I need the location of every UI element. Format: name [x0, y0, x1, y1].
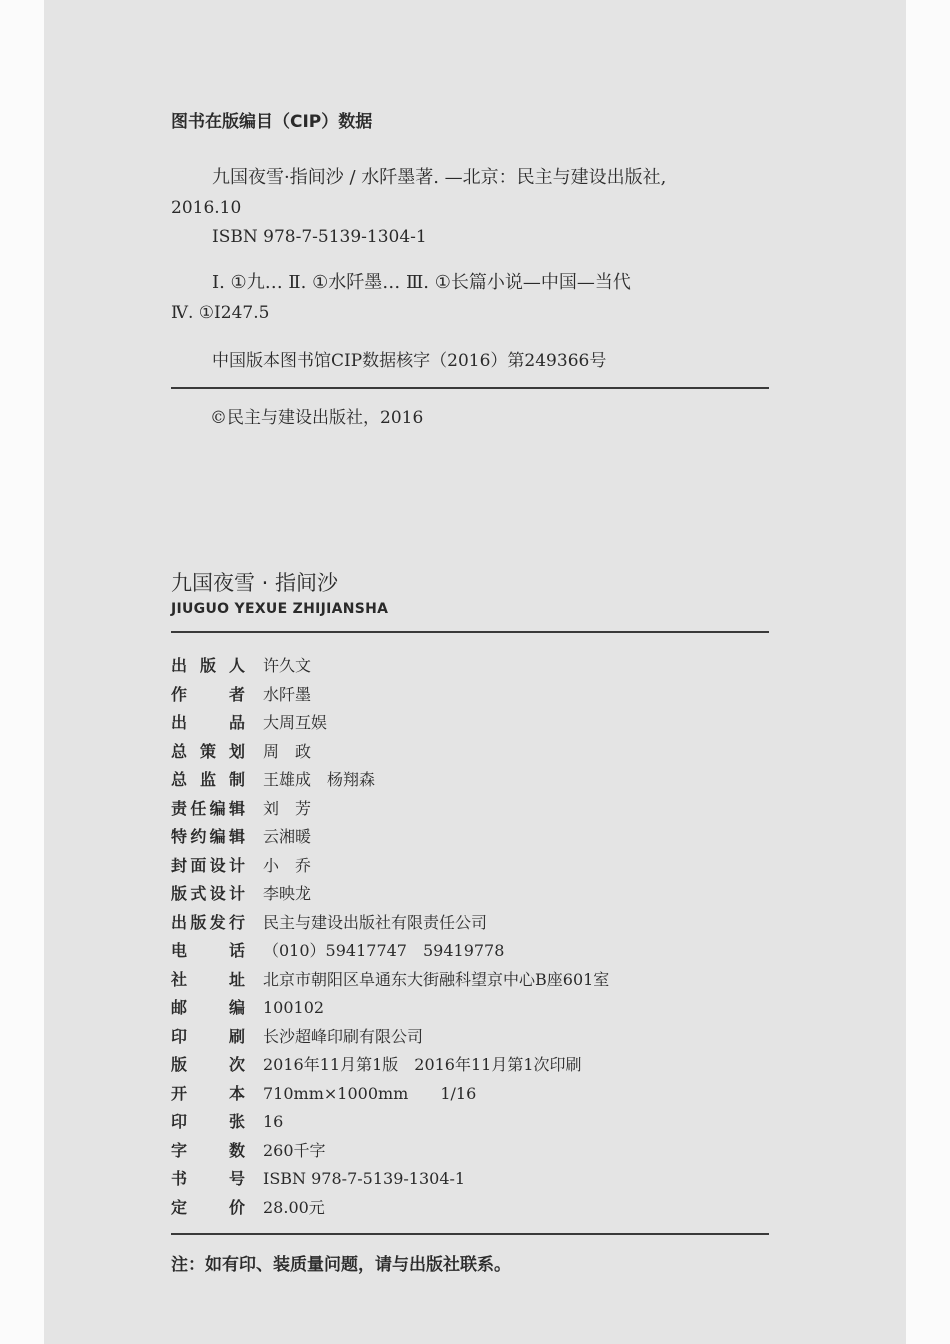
info-label-char: 印	[171, 1027, 188, 1046]
info-label	[171, 1084, 245, 1104]
info-label-char: 设	[209, 884, 226, 903]
info-label-char: 人	[228, 656, 245, 675]
info-label	[171, 1198, 245, 1218]
info-label-char: 发	[209, 913, 226, 932]
cip-record-number: 中国版本图书馆CIP数据核字（2016）第249366号	[212, 351, 607, 371]
info-label-char: 封	[171, 856, 188, 875]
cip-entry-line2: 2016.10	[171, 198, 242, 218]
info-label-char: 策	[199, 742, 216, 761]
info-label	[171, 827, 245, 847]
info-label-char: 邮	[171, 998, 188, 1017]
info-value: 云湘暖	[263, 827, 312, 846]
info-value: （010）59417747 59419778	[263, 941, 505, 960]
book-title: 九国夜雪 · 指间沙	[171, 571, 339, 595]
info-label-char: 号	[228, 1169, 245, 1188]
info-label-char: 版	[190, 913, 207, 932]
info-label-char: 者	[228, 685, 245, 704]
info-label-char: 行	[228, 913, 245, 932]
info-label	[171, 1112, 245, 1132]
info-label-char: 出	[171, 656, 188, 675]
info-label-char: 编	[209, 799, 226, 818]
info-value: 北京市朝阳区阜通东大街融科望京中心B座601室	[263, 970, 610, 989]
info-label-char: 品	[228, 713, 245, 732]
info-label-char: 总	[171, 770, 188, 789]
info-label-char: 总	[171, 742, 188, 761]
copyright-line: ©民主与建设出版社，2016	[210, 408, 424, 428]
info-label	[171, 713, 245, 733]
info-value: 16	[263, 1112, 284, 1131]
info-value: 王雄成 杨翔森	[263, 770, 376, 789]
info-label	[171, 998, 245, 1018]
info-label	[171, 1027, 245, 1047]
info-label	[171, 884, 245, 904]
info-label-char: 版	[199, 656, 216, 675]
book-title-pinyin: JIUGUO YEXUE ZHIJIANSHA	[171, 601, 389, 617]
divider	[171, 387, 769, 389]
info-label-char: 本	[228, 1084, 245, 1103]
info-value: 小 乔	[263, 856, 312, 875]
info-label-char: 制	[228, 770, 245, 789]
info-value: 周 政	[263, 742, 312, 761]
info-label	[171, 770, 245, 790]
info-label-char: 设	[209, 856, 226, 875]
info-label	[171, 1169, 245, 1189]
info-label-char: 编	[228, 998, 245, 1017]
info-label-char: 字	[171, 1141, 188, 1160]
info-label	[171, 685, 245, 705]
info-label-char: 作	[171, 685, 188, 704]
info-label-char: 书	[171, 1169, 188, 1188]
info-label	[171, 970, 245, 990]
info-label-char: 数	[228, 1141, 245, 1160]
info-label-char: 版	[171, 1055, 188, 1074]
info-label-char: 辑	[228, 799, 245, 818]
info-label-char: 约	[190, 827, 207, 846]
info-label-char: 辑	[228, 827, 245, 846]
divider	[171, 1233, 769, 1235]
info-value: 2016年11月第1版 2016年11月第1次印刷	[263, 1055, 582, 1074]
info-label	[171, 1055, 245, 1075]
info-value: ISBN 978-7-5139-1304-1	[263, 1169, 466, 1188]
info-label-char: 定	[171, 1198, 188, 1217]
info-label	[171, 856, 245, 876]
info-label-char: 开	[171, 1084, 188, 1103]
info-label-char: 式	[190, 884, 207, 903]
info-label-char: 印	[171, 1112, 188, 1131]
scan-left-margin	[0, 0, 44, 1344]
info-value: 100102	[263, 998, 325, 1017]
info-value: 28.00元	[263, 1198, 325, 1217]
info-label-char: 划	[228, 742, 245, 761]
cip-heading: 图书在版编目（CIP）数据	[171, 112, 373, 132]
info-label-char: 刷	[228, 1027, 245, 1046]
info-value: 李映龙	[263, 884, 312, 903]
info-value: 长沙超峰印刷有限公司	[263, 1027, 424, 1046]
info-value: 刘 芳	[263, 799, 312, 818]
info-label-char: 社	[171, 970, 188, 989]
info-label-char: 出	[171, 713, 188, 732]
info-label-char: 面	[190, 856, 207, 875]
info-label-char: 责	[171, 799, 188, 818]
info-label-char: 计	[228, 884, 245, 903]
cip-isbn: ISBN 978-7-5139-1304-1	[212, 227, 427, 247]
info-value: 水阡墨	[263, 685, 312, 704]
info-label-char: 特	[171, 827, 188, 846]
info-label-char: 监	[199, 770, 216, 789]
info-label-char: 价	[228, 1198, 245, 1217]
info-label	[171, 913, 245, 933]
info-label-char: 任	[190, 799, 207, 818]
info-value: 710mm×1000mm 1/16	[263, 1084, 477, 1103]
info-label-char: 电	[171, 941, 188, 960]
info-value: 260千字	[263, 1141, 326, 1160]
info-label	[171, 656, 245, 676]
info-label-char: 话	[228, 941, 245, 960]
info-value: 许久文	[263, 656, 312, 675]
cip-entry-line1: 九国夜雪·指间沙 / 水阡墨著. —北京：民主与建设出版社,	[212, 167, 667, 188]
cip-subject-line2: Ⅳ. ①I247.5	[171, 303, 270, 323]
divider	[171, 631, 769, 633]
scan-right-margin	[906, 0, 950, 1344]
info-label-char: 出	[171, 913, 188, 932]
info-label-char: 次	[228, 1055, 245, 1074]
info-label-char: 址	[228, 970, 245, 989]
info-label	[171, 1141, 245, 1161]
info-value: 民主与建设出版社有限责任公司	[263, 913, 488, 932]
info-label-char: 张	[228, 1112, 245, 1131]
info-label	[171, 742, 245, 762]
cip-subject-line1: Ⅰ. ①九… Ⅱ. ①水阡墨… Ⅲ. ①长篇小说—中国—当代	[212, 272, 631, 293]
info-label-char: 编	[209, 827, 226, 846]
quality-note: 注：如有印、装质量问题，请与出版社联系。	[171, 1255, 511, 1275]
info-label-char: 版	[171, 884, 188, 903]
info-value: 大周互娱	[263, 713, 328, 732]
info-label-char: 计	[228, 856, 245, 875]
info-label	[171, 799, 245, 819]
info-label	[171, 941, 245, 961]
